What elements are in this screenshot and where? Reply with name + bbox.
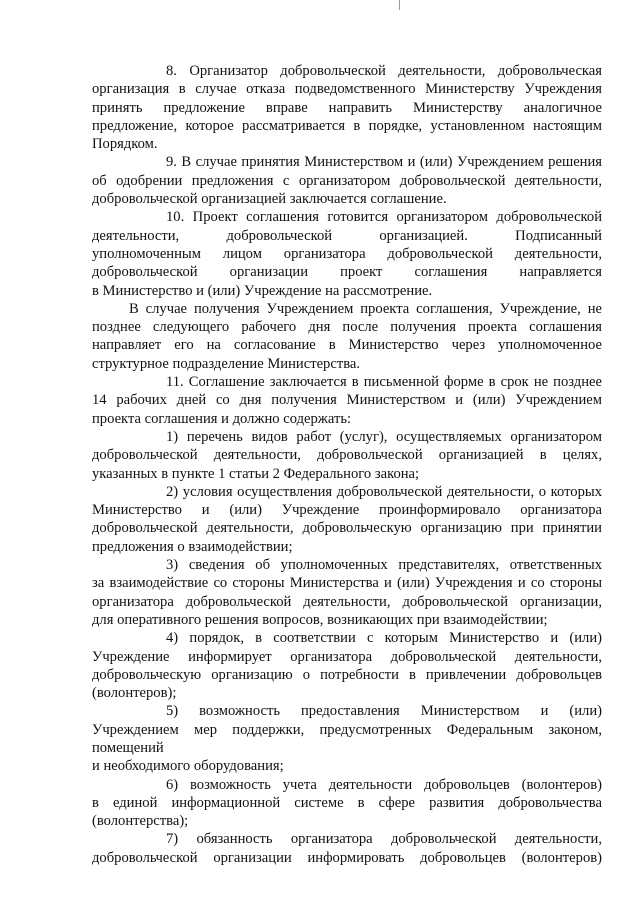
paragraph-11 [92, 373, 602, 428]
paragraph-number: 8. [166, 63, 177, 79]
paragraph-line: добровольческой организации проект соглашения направляется [92, 264, 602, 281]
list-item-number: 2) [166, 483, 179, 500]
list-item-7 [92, 830, 602, 867]
paragraph-line: помещений [92, 739, 164, 756]
list-item-number: 4) [166, 630, 179, 647]
paragraph-line: добровольческой деятельности, добровольческой организацией в целях, [92, 447, 602, 464]
paragraph-number: 11. [166, 374, 184, 391]
paragraph-9 [92, 153, 602, 208]
paragraph-10 [92, 208, 602, 299]
list-item-2 [92, 483, 602, 556]
paragraph-line: Порядком. [92, 136, 158, 153]
paragraph-line: перечень видов работ (услуг), осуществляемых организатором [186, 428, 602, 445]
paragraph-line: и необходимого оборудования; [92, 758, 284, 775]
paragraph-line: Проект соглашения готовится организатором добровольческой [192, 209, 602, 226]
paragraph-line: направляет его на согласование в Министерство через уполномоченное [92, 337, 602, 354]
paragraph-line: об одобрении предложения с организатором добровольческой деятельности, [92, 172, 602, 189]
paragraph-number: 10. [166, 209, 185, 226]
list-item-number: 7) [166, 831, 179, 848]
paragraph-line: Соглашение заключается в письменной форме в срок не позднее [188, 374, 602, 391]
list-item-5 [92, 702, 602, 775]
paragraph-line: Учреждением мер поддержки, предусмотренных Федеральным законом, [92, 721, 602, 738]
list-item-number: 1) [166, 428, 179, 445]
list-item-6 [92, 776, 602, 831]
paragraph-10-continued [92, 300, 602, 373]
paragraph-line: В случае получения Учреждением проекта соглашения, Учреждение, не [129, 300, 602, 317]
paragraph-line: предложения о взаимодействии; [92, 538, 293, 555]
page-top-mark [399, 0, 400, 10]
paragraph-line: порядок, в соответствии с которым Министерство и (или) [189, 630, 602, 647]
paragraph-line: возможность предоставления Министерством и (или) [199, 703, 602, 720]
list-item-number: 6) [166, 776, 179, 793]
paragraph-line: (волонтерства); [92, 813, 189, 830]
paragraph-line: добровольческой организацией заключается соглашение. [92, 191, 447, 208]
document-page [92, 62, 602, 867]
paragraph-line: в единой информационной системе в сфере развития добровольчества [92, 794, 602, 811]
paragraph-line: позднее следующего рабочего дня после получения проекта соглашения [92, 319, 602, 336]
paragraph-line: предложение, которое рассматривается в порядке, установленном настоящим [92, 117, 602, 134]
paragraph-line: добровольческой организации информировать добровольцев (волонтеров) [92, 849, 602, 866]
list-item-1 [92, 428, 602, 483]
paragraph-line: обязанность организатора добровольческой деятельности, [196, 831, 602, 848]
paragraph-line: за взаимодействие со стороны Министерства и (или) Учреждения и со стороны [92, 575, 602, 592]
paragraph-line: Учреждение информирует организатора добровольческой деятельности, [92, 648, 602, 665]
paragraph-line: уполномоченным лицом организатора добровольческой деятельности, [92, 245, 602, 262]
paragraph-line: организатора добровольческой деятельности, добровольческой организации, [92, 593, 602, 610]
paragraph-line: структурное подразделение Министерства. [92, 355, 361, 372]
paragraph-line: сведения об уполномоченных представителях, ответственных [188, 557, 602, 574]
paragraph-line: деятельности, добровольческой организацией. Подписанный [92, 227, 602, 244]
paragraph-line: проекта соглашения и должно содержать: [92, 410, 352, 427]
paragraph-line: добровольческой деятельности, добровольческую организацию при принятии [92, 520, 602, 537]
list-item-3 [92, 556, 602, 629]
paragraph-line: (волонтеров); [92, 685, 177, 702]
list-item-number: 3) [166, 557, 179, 574]
paragraph-number: 9. [166, 154, 177, 171]
paragraph-line: в Министерство и (или) Учреждение на рассмотрение. [92, 282, 433, 299]
paragraph-line: добровольческую организацию о потребности в привлечении добровольцев [92, 666, 602, 683]
list-item-4 [92, 629, 602, 702]
paragraph-line: для оперативного решения вопросов, возникающих при взаимодействии; [92, 611, 548, 628]
paragraph-line: возможность учета деятельности добровольцев (волонтеров) [190, 776, 602, 793]
paragraph-line: указанных в пункте 1 статьи 2 Федерального закона; [92, 465, 420, 482]
paragraph-8 [92, 62, 602, 153]
paragraph-line: условия осуществления добровольческой деятельности, о которых [182, 483, 603, 500]
paragraph-line: Министерство и (или) Учреждение проинформировало организатора [92, 502, 602, 519]
list-item-number: 5) [166, 703, 179, 720]
paragraph-line: Организатор добровольческой деятельности, добровольческая [189, 63, 602, 79]
paragraph-line: 14 рабочих дней со дня получения Министерством и (или) Учреждением [92, 392, 602, 409]
paragraph-line: принять предложение вправе направить Министерству аналогичное [92, 99, 602, 116]
paragraph-line: В случае принятия Министерством и (или) Учреждением решения [181, 154, 602, 171]
paragraph-line: организация в случае отказа подведомственного Министерству Учреждения [92, 81, 602, 98]
